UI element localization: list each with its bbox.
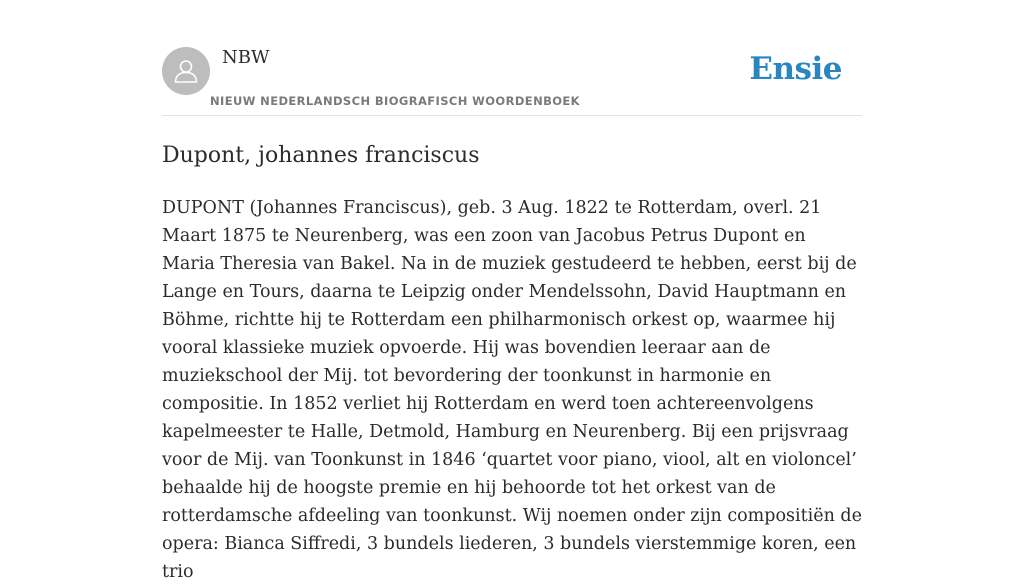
- source-subtitle: NIEUW NEDERLANDSCH BIOGRAFISCH WOORDENBOEK: [210, 94, 580, 108]
- source-name[interactable]: NBW: [222, 47, 270, 68]
- source-avatar[interactable]: [162, 47, 210, 95]
- article-body: DUPONT (Johannes Franciscus), geb. 3 Aug. 1822 te Rotterdam, overl. 21 Maart 1875 te Neurenberg, was een zoon van Jacobus Petrus Dupont en Maria Theresia van Bakel. Na in de muziek gestudeerd te hebben, eerst bij de Lange en Tours, daarna te Leipzig onder Mendelssohn, David Hauptmann en Böhme, richtte hij te Rotterdam een philharmonisch orkest op, waarmee hij vooral klassieke muziek opvoerde. Hij was bovendien leeraar aan de muziekschool der Mij. tot bevordering der toonkunst in harmonie en compositie. In 1852 verliet hij Rotterdam en werd toen achtereenvolgens kapelmeester te Halle, Detmold, Hamburg en Neurenberg. Bij een prijsvraag voor de Mij. van Toonkunst in 1846 ‘quartet voor piano, viool, alt en violoncel’ behaalde hij de hoogste premie en hij behoorde tot het orkest van de rotterdamsche afdeeling van toonkunst. Wij noemen onder zijn compositiën de opera: Bianca Siffredi, 3 bundels liederen, 3 bundels vierstemmige koren, een trio: [162, 198, 862, 582]
- content-column: [162, 0, 862, 586]
- user-icon: [162, 47, 210, 95]
- source-header: [162, 0, 862, 116]
- article-title: Dupont, johannes franciscus: [162, 143, 480, 168]
- ensie-logo[interactable]: Ensie: [749, 51, 842, 87]
